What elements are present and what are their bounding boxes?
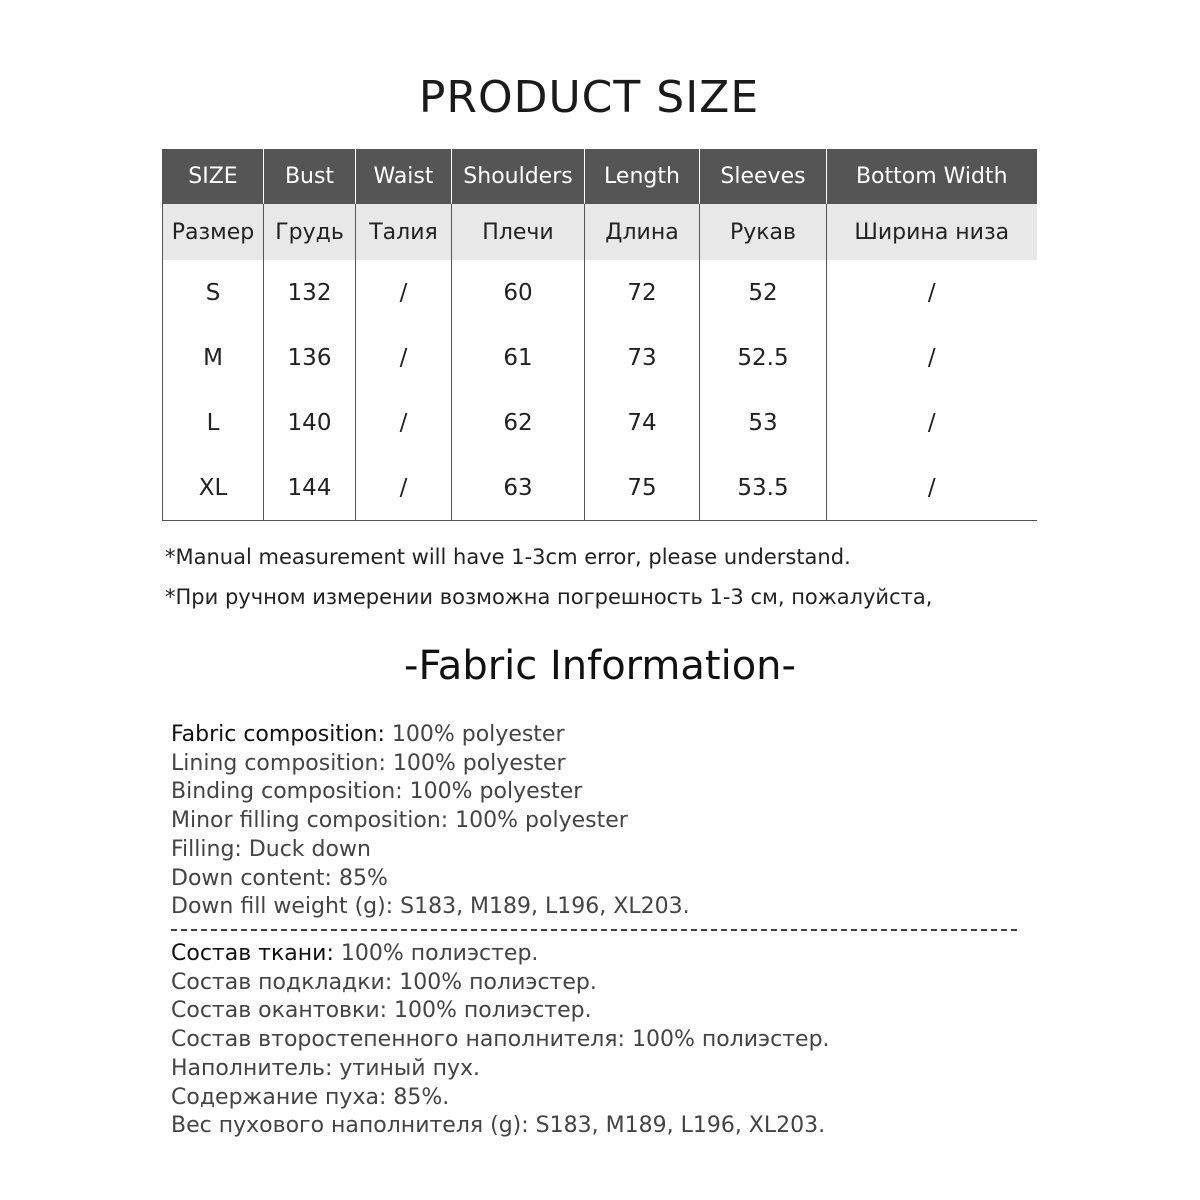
fabric-line-key: Состав ткани: (171, 941, 334, 966)
cell-bust: 132 (264, 260, 356, 325)
header-bust: Bust (264, 149, 356, 204)
cell-sleeves: 52 (700, 260, 827, 325)
fabric-info-en (171, 721, 1031, 922)
cell-sleeves: 52.5 (700, 325, 827, 390)
header-size: SIZE (163, 149, 264, 204)
fabric-line (171, 893, 1031, 922)
table-row (163, 390, 1037, 455)
header-bottom-width: Bottom Width (827, 149, 1037, 204)
fabric-line-key: Состав подкладки: (171, 969, 393, 995)
measurement-note-en: *Manual measurement will have 1-3cm error, please understand. (165, 545, 851, 569)
fabric-line (171, 1112, 1031, 1141)
fabric-line (171, 1084, 1031, 1113)
header-ru-waist: Талия (356, 204, 452, 260)
fabric-line-key: Filling: (171, 836, 242, 862)
cell-waist: / (356, 390, 452, 455)
fabric-line-value: 100% polyester (402, 779, 583, 805)
fabric-line (171, 778, 1031, 807)
cell-length: 72 (585, 260, 700, 325)
fabric-line (171, 865, 1031, 894)
cell-shoulders: 63 (452, 455, 585, 521)
size-table (162, 149, 1037, 521)
fabric-line-key: Minor filling composition: (171, 808, 449, 834)
fabric-line-key: Состав окантовки: (171, 998, 388, 1024)
fabric-line (171, 1026, 1031, 1055)
fabric-line-value: 100% polyester (448, 808, 628, 834)
cell-size: M (163, 325, 264, 390)
cell-length: 75 (585, 455, 700, 521)
fabric-line-key: Binding composition: (171, 779, 403, 805)
table-header-en (163, 149, 1037, 204)
fabric-line-key: Содержание пуха: (171, 1084, 387, 1110)
cell-bust: 144 (264, 455, 356, 521)
header-ru-length: Длина (585, 204, 700, 260)
fabric-line-value: 100% polyester (384, 722, 565, 747)
table-row (163, 325, 1037, 390)
cell-waist: / (356, 455, 452, 521)
cell-bottom-width: / (827, 390, 1037, 455)
fabric-line-value: 100% полиэстер. (624, 1027, 830, 1053)
header-ru-shoulders: Плечи (452, 204, 585, 260)
header-ru-size: Размер (163, 204, 264, 260)
fabric-line (171, 997, 1031, 1026)
fabric-line-value: Duck down (241, 836, 371, 862)
fabric-line-key: Down content: (171, 865, 332, 891)
fabric-line-value: S183, M189, L196, XL203. (528, 1113, 826, 1139)
fabric-line-value: утиный пух. (332, 1055, 480, 1081)
cell-waist: / (356, 260, 452, 325)
cell-length: 73 (585, 325, 700, 390)
page-title: PRODUCT SIZE (418, 72, 760, 123)
fabric-line-value: 85% (331, 865, 388, 891)
header-waist: Waist (356, 149, 452, 204)
header-length: Length (585, 149, 700, 204)
cell-sleeves: 53.5 (700, 455, 827, 521)
fabric-line-value: 100% полиэстер. (392, 969, 597, 995)
header-ru-sleeves: Рукав (700, 204, 827, 260)
cell-bust: 136 (264, 325, 356, 390)
header-ru-bottom-width: Ширина низа (827, 204, 1037, 260)
fabric-line-key: Fabric composition: (171, 722, 385, 747)
cell-shoulders: 60 (452, 260, 585, 325)
cell-bottom-width: / (827, 325, 1037, 390)
fabric-line (171, 1055, 1031, 1084)
cell-shoulders: 62 (452, 390, 585, 455)
dashed-divider (171, 929, 1017, 931)
header-ru-bust: Грудь (264, 204, 356, 260)
fabric-line-key: Вес пухового наполнителя (g): (171, 1113, 529, 1139)
table-header-ru (163, 204, 1037, 260)
cell-shoulders: 61 (452, 325, 585, 390)
fabric-line (171, 940, 1031, 969)
measurement-note-ru: *При ручном измерении возможна погрешность 1-3 см, пожалуйста, (165, 585, 933, 609)
cell-waist: / (356, 325, 452, 390)
cell-size: XL (163, 455, 264, 521)
fabric-line-value: 100% полиэстер. (387, 998, 592, 1024)
fabric-line (171, 807, 1031, 836)
fabric-line (171, 969, 1031, 998)
fabric-line-key: Состав второстепенного наполнителя: (171, 1027, 625, 1053)
cell-bottom-width: / (827, 455, 1037, 521)
fabric-line (171, 721, 1031, 750)
fabric-info-ru (171, 940, 1031, 1141)
cell-sleeves: 53 (700, 390, 827, 455)
fabric-title: -Fabric Information- (404, 643, 796, 689)
header-shoulders: Shoulders (452, 149, 585, 204)
fabric-line-value: 100% полиэстер. (333, 941, 539, 966)
fabric-line-key: Наполнитель: (171, 1055, 333, 1081)
table-row (163, 260, 1037, 325)
fabric-line-value: S183, M189, L196, XL203. (393, 894, 690, 920)
fabric-line (171, 750, 1031, 779)
fabric-line-value: 85%. (386, 1084, 450, 1110)
table-row (163, 455, 1037, 521)
cell-size: S (163, 260, 264, 325)
header-sleeves: Sleeves (700, 149, 827, 204)
fabric-line (171, 836, 1031, 865)
fabric-line-key: Down fill weight (g): (171, 894, 394, 920)
cell-bust: 140 (264, 390, 356, 455)
cell-size: L (163, 390, 264, 455)
cell-length: 74 (585, 390, 700, 455)
cell-bottom-width: / (827, 260, 1037, 325)
fabric-line-value: 100% polyester (385, 750, 566, 776)
fabric-line-key: Lining composition: (171, 750, 386, 776)
